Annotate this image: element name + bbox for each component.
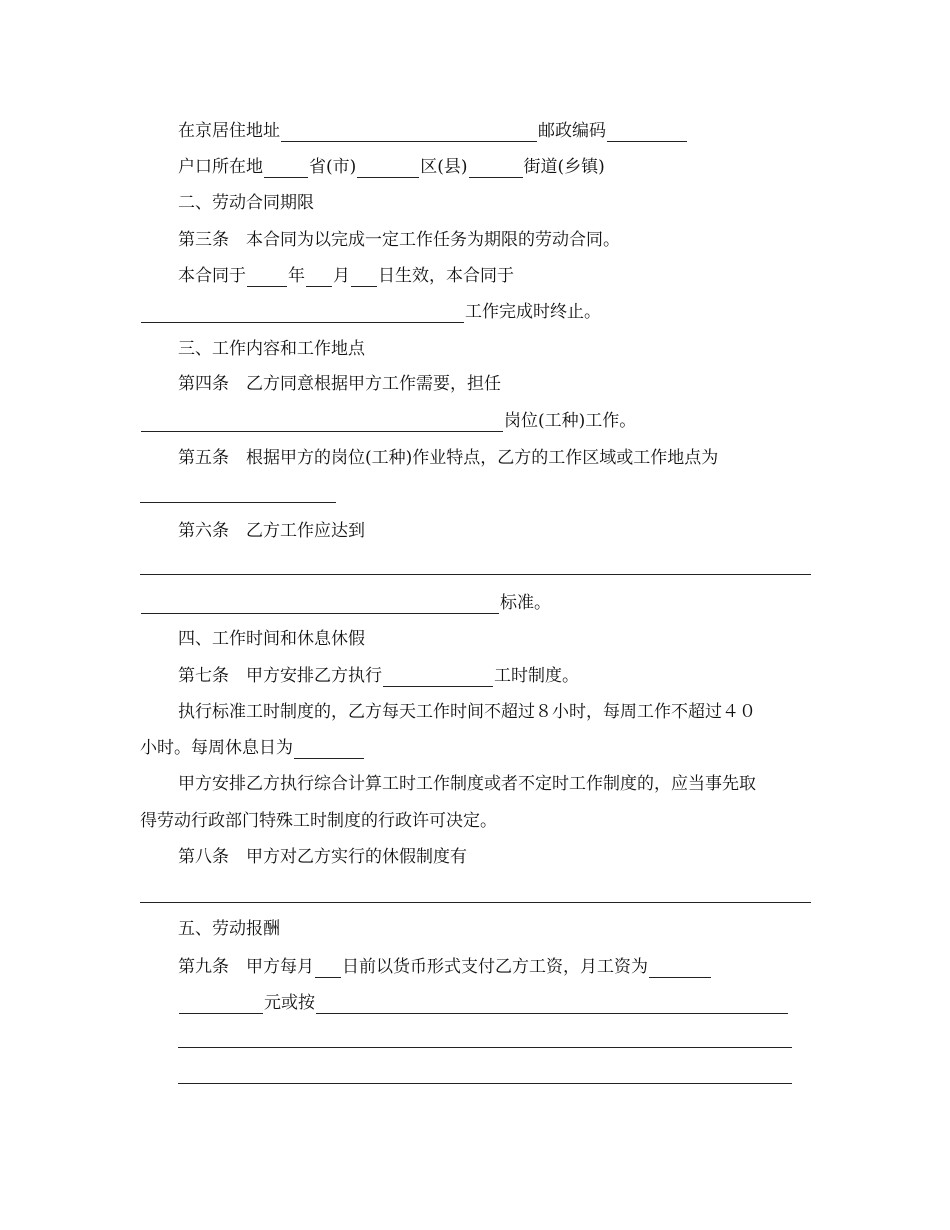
- comprehensive-hours-text-2: 得劳动行政部门特殊工时制度的行政许可决定。: [140, 811, 497, 831]
- article-9: [178, 956, 712, 978]
- work-standard-blank-2[interactable]: [141, 596, 499, 614]
- section-5-title: [178, 918, 280, 940]
- hukou-street-blank[interactable]: [469, 160, 523, 178]
- article-3-text: 第三条 本合同为以完成一定工作任务为期限的劳动合同。: [178, 230, 620, 250]
- comprehensive-hours-text-1: 甲方安排乙方执行综合计算工时工作制度或者不定时工作制度的，应当事先取: [178, 774, 756, 794]
- effective-month-blank[interactable]: [306, 269, 332, 287]
- article-7: [178, 665, 579, 687]
- standard-hours-line-2: [140, 737, 365, 759]
- effective-day-blank[interactable]: [351, 269, 377, 287]
- article-7-prefix: 第七条 甲方安排乙方执行: [178, 666, 382, 686]
- work-location-blank[interactable]: [140, 502, 336, 503]
- salary-method-blank-3[interactable]: [178, 1083, 792, 1084]
- article-6-suffix: 标准。: [500, 593, 551, 613]
- work-standard-blank-1[interactable]: [140, 574, 811, 575]
- standard-hours-text-1: 执行标准工时制度的，乙方每天工作时间不超过８小时，每周工作不超过４０: [178, 702, 756, 722]
- article-5-text: 第五条 根据甲方的岗位(工种)作业特点，乙方的工作区域或工作地点为: [178, 448, 719, 468]
- article-4: [178, 373, 501, 395]
- residence-line: [178, 120, 688, 142]
- section-2-title-text: 二、劳动合同期限: [178, 193, 314, 213]
- payday-blank[interactable]: [315, 960, 341, 978]
- leave-system-blank[interactable]: [140, 902, 811, 903]
- article-6-standard-line: [140, 592, 551, 614]
- month-label: 月: [333, 266, 350, 286]
- standard-hours-line-1: [178, 701, 756, 723]
- article-4-text: 第四条 乙方同意根据甲方工作需要，担任: [178, 374, 501, 394]
- effective-year-blank[interactable]: [247, 269, 287, 287]
- article-8: [178, 846, 467, 868]
- salary-method-blank-2[interactable]: [178, 1047, 792, 1048]
- article-9-prefix: 第九条 甲方每月: [178, 957, 314, 977]
- article-4-position-line: [140, 410, 636, 432]
- residence-address-blank[interactable]: [281, 124, 537, 142]
- section-4-title-text: 四、工作时间和休息休假: [178, 629, 365, 649]
- residence-label: 在京居住地址: [178, 121, 280, 141]
- article-7-suffix: 工时制度。: [494, 666, 579, 686]
- termination-line: [140, 301, 601, 323]
- termination-task-blank[interactable]: [141, 305, 464, 323]
- street-label: 街道(乡镇): [523, 157, 605, 177]
- province-label: 省(市): [309, 157, 357, 177]
- effective-date-line: [178, 265, 514, 287]
- weekly-rest-day-blank[interactable]: [294, 741, 364, 759]
- hukou-province-blank[interactable]: [264, 160, 308, 178]
- working-hours-system-blank[interactable]: [383, 669, 493, 687]
- article-4-suffix: 岗位(工种)工作。: [504, 411, 637, 431]
- section-4-title: [178, 628, 365, 650]
- section-3-title-text: 三、工作内容和工作地点: [178, 339, 365, 359]
- comprehensive-hours-line-2: [140, 810, 497, 832]
- postcode-blank[interactable]: [607, 124, 687, 142]
- article-3: [178, 229, 620, 251]
- position-blank[interactable]: [141, 414, 503, 432]
- termination-suffix: 工作完成时终止。: [465, 302, 601, 322]
- article-6: [178, 520, 365, 542]
- yuan-or-label: 元或按: [264, 993, 315, 1013]
- comprehensive-hours-line-1: [178, 773, 756, 795]
- salary-method-blank[interactable]: [316, 996, 788, 1014]
- hukou-line: [178, 156, 605, 178]
- section-3-title: [178, 338, 365, 360]
- salary-line: [178, 992, 789, 1014]
- standard-hours-text-2: 小时。每周休息日为: [140, 738, 293, 758]
- year-label: 年: [288, 266, 305, 286]
- district-label: 区(县): [420, 157, 468, 177]
- hukou-label: 户口所在地: [178, 157, 263, 177]
- article-6-text: 第六条 乙方工作应达到: [178, 521, 365, 541]
- effective-prefix: 本合同于: [178, 266, 246, 286]
- article-8-text: 第八条 甲方对乙方实行的休假制度有: [178, 847, 467, 867]
- postcode-label: 邮政编码: [538, 121, 606, 141]
- effective-suffix: 日生效，本合同于: [378, 266, 514, 286]
- hukou-district-blank[interactable]: [357, 160, 419, 178]
- section-5-title-text: 五、劳动报酬: [178, 919, 280, 939]
- article-9-middle: 日前以货币形式支付乙方工资，月工资为: [342, 957, 648, 977]
- monthly-salary-blank[interactable]: [649, 960, 711, 978]
- salary-amount-blank[interactable]: [179, 996, 263, 1014]
- section-2-title: [178, 192, 314, 214]
- article-5: [178, 447, 718, 469]
